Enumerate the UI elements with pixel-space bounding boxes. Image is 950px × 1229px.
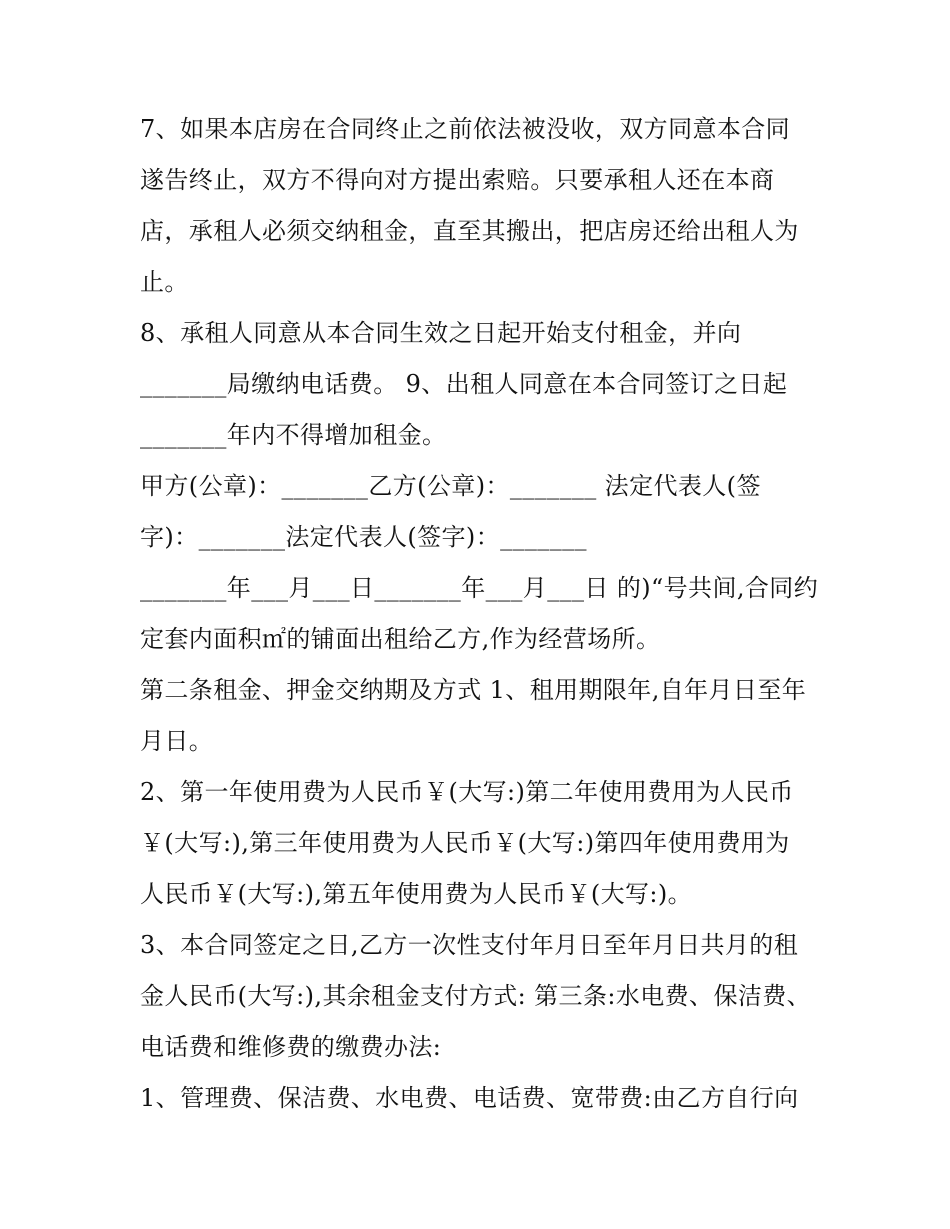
text-line-2: 遂告终止，双方不得向对方提出索赔。只要承租人还在本商 bbox=[140, 166, 775, 194]
text-line-13: 月日。 bbox=[140, 727, 214, 755]
document-body bbox=[140, 104, 820, 1124]
text-line-14: 2、第一年使用费为人民币￥(大写:)第二年使用费用为人民币 bbox=[140, 778, 794, 806]
text-line-4: 止。 bbox=[140, 268, 189, 296]
text-line-18: 金人民币(大写:),其余租金支付方式: 第三条:水电费、保洁费、 bbox=[140, 982, 812, 1010]
text-line-5: 8、承租人同意从本合同生效之日起开始支付租金，并向 bbox=[140, 319, 742, 347]
text-line-16: 人民币￥(大写:),第五年使用费为人民币￥(大写:)。 bbox=[140, 880, 693, 908]
text-line-6: _______局缴纳电话费。 9、出租人同意在本合同签订之日起 bbox=[140, 370, 788, 398]
text-line-9: 字)：_______法定代表人(签字)：_______ bbox=[140, 523, 587, 551]
text-line-19: 电话费和维修费的缴费办法: bbox=[140, 1033, 442, 1061]
text-line-17: 3、本合同签定之日,乙方一次性支付年月日至年月日共月的租 bbox=[140, 931, 799, 959]
text-line-1: 7、如果本店房在合同终止之前依法被没收，双方同意本合同 bbox=[140, 115, 791, 143]
text-line-10: _______年___月___日_______年___月___日 的)“号共间,合同约 bbox=[140, 574, 819, 602]
text-line-20: 1、管理费、保洁费、水电费、电话费、宽带费:由乙方自行向 bbox=[140, 1084, 799, 1112]
text-line-3: 店，承租人必须交纳租金，直至其搬出，把店房还给出租人为 bbox=[140, 217, 799, 245]
text-line-15: ￥(大写:),第三年使用费为人民币￥(大写:)第四年使用费用为 bbox=[140, 829, 790, 857]
text-line-7: _______年内不得增加租金。 bbox=[140, 421, 447, 449]
text-line-12: 第二条租金、押金交纳期及方式 1、租用期限年,自年月日至年 bbox=[140, 676, 807, 704]
text-line-11: 定套内面积㎡的铺面出租给乙方,作为经营场所。 bbox=[140, 625, 661, 653]
text-line-8: 甲方(公章)：_______乙方(公章)：_______ 法定代表人(签 bbox=[140, 472, 761, 500]
